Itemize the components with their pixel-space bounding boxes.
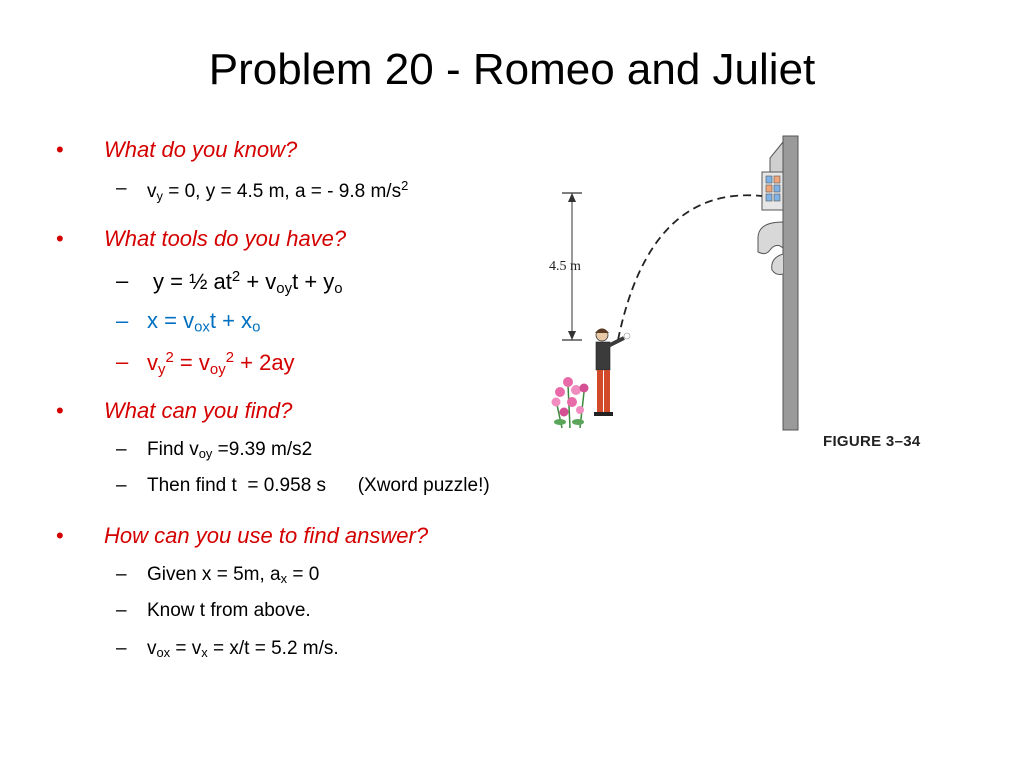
question-how-to-find-answer: How can you use to find answer? — [104, 523, 429, 548]
vox-result-line: vox = vx = x/t = 5.2 m/s. — [147, 638, 339, 661]
slide-title: Problem 20 - Romeo and Juliet — [208, 45, 816, 94]
balcony — [758, 142, 783, 275]
bullet-dot: • — [56, 137, 64, 162]
equation-velocity-squared: $vy^2 = voy^2 + 2ay$ — [147, 349, 295, 378]
dash-marker: – — [116, 178, 127, 199]
dash-marker: – — [116, 600, 127, 621]
question-what-tools: What tools do you have? — [104, 226, 347, 251]
question-what-can-you-find: What can you find? — [104, 398, 293, 423]
romeo-figure — [594, 329, 630, 417]
bullet-dot: • — [56, 226, 64, 251]
know-t-line: Know t from above. — [147, 600, 311, 621]
dash-marker: – — [116, 564, 127, 585]
pebble-trajectory — [618, 195, 762, 340]
find-time-line: Then find t = 0.958 s (Xword puzzle!) — [147, 475, 490, 496]
equation-position-y: y = ½ $at^2$ + voyt + yo — [153, 268, 343, 297]
dash-marker: – — [116, 349, 129, 374]
given-x-line: Given x = 5m, ax = 0 — [147, 564, 320, 587]
bullet-dot: • — [56, 398, 64, 423]
dash-marker: – — [116, 638, 127, 659]
dash-marker: – — [116, 475, 127, 496]
building-wall — [783, 136, 798, 430]
flower-bush — [552, 377, 589, 428]
romeo-juliet-figure — [540, 130, 980, 435]
known-values-line: vy = 0, y = 4.5 m, a = - 9.8 $m/s^2$ — [147, 178, 409, 204]
height-label: 4.5 m — [549, 259, 581, 274]
find-voy-line: Find voy =9.39 m/s2 — [147, 439, 313, 462]
equation-position-x: x = voxt + xo — [147, 308, 261, 336]
dash-marker: – — [116, 268, 129, 293]
dash-marker: – — [116, 439, 127, 460]
bullet-dot: • — [56, 523, 64, 548]
figure-caption: FIGURE 3–34 — [823, 433, 921, 450]
question-what-do-you-know: What do you know? — [104, 137, 298, 162]
dash-marker: – — [116, 308, 129, 333]
